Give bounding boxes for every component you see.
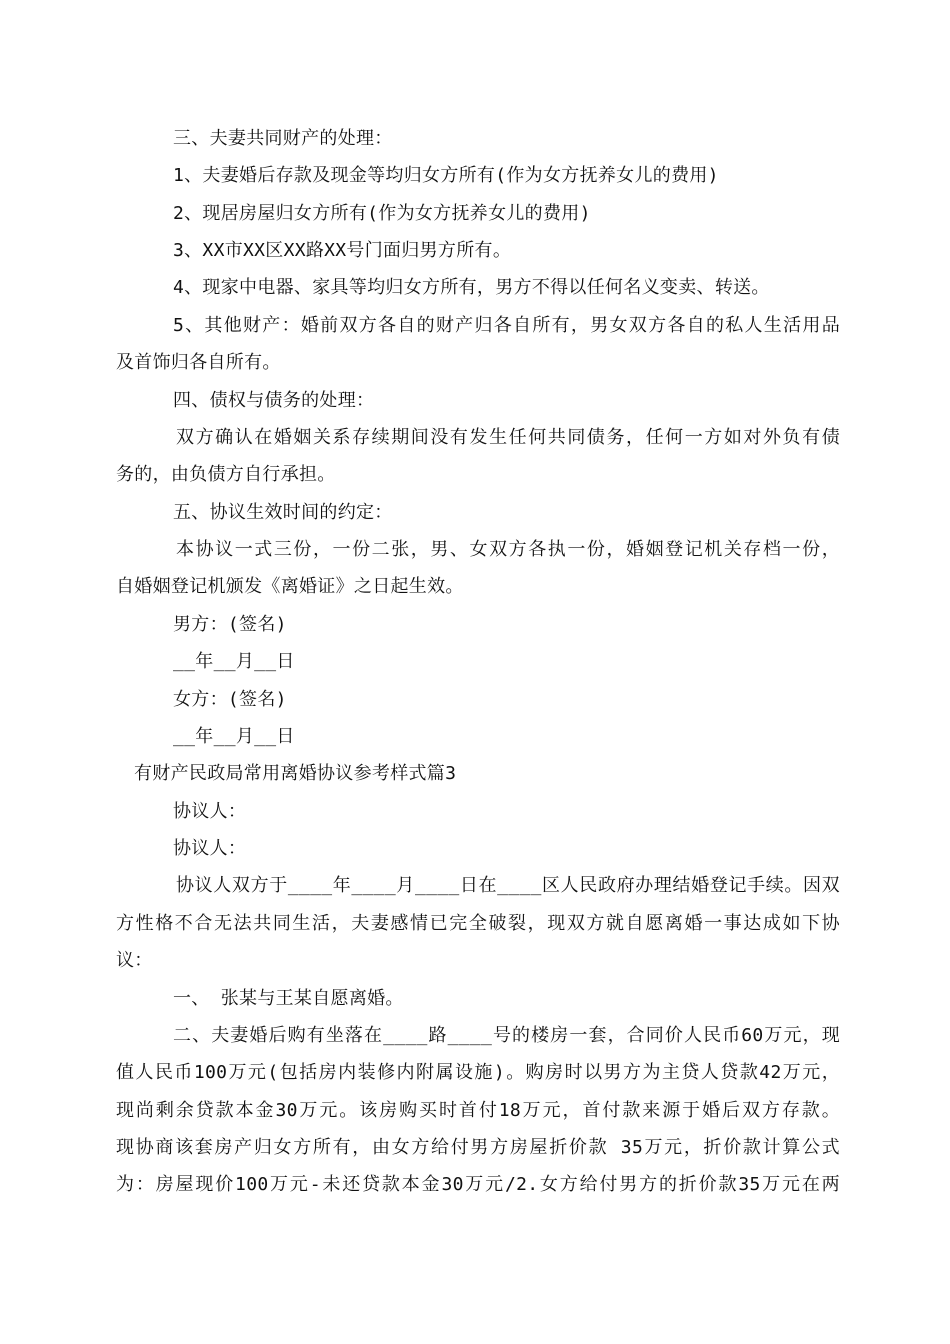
property-item-3: 3、XX市XX区XX路XX号门面归男方所有。 <box>173 240 512 261</box>
section-heading-debt: 四、债权与债务的处理： <box>173 390 375 411</box>
property-item-1: 1、夫妻婚后存款及现金等均归女方所有(作为女方抚养女儿的费用) <box>173 165 719 186</box>
divorce-clause-1: 一、 张某与王某自愿离婚。 <box>173 988 404 1009</box>
marriage-paragraph-line-2: 方性格不合无法共同生活，夫妻感情已完全破裂，现双方就自愿离婚一事达成如下协 <box>116 913 840 934</box>
female-signature-date: __年__月__日 <box>173 726 295 747</box>
male-signature-label: 男方：(签名) <box>173 614 287 635</box>
divorce-clause-2-line-1: 二、夫妻婚后购有坐落在____路____号的楼房一套，合同价人民币60万元，现 <box>173 1025 840 1046</box>
party-label-1: 协议人： <box>173 801 247 822</box>
property-item-2: 2、现居房屋归女方所有(作为女方抚养女儿的费用) <box>173 203 591 224</box>
property-item-5-line-2: 及首饰归各自所有。 <box>116 352 281 373</box>
divorce-clause-2-line-2: 值人民币100万元(包括房内装修内附属设施)。购房时以男方为主贷人贷款42万元， <box>116 1062 840 1083</box>
effective-paragraph-line-1: 本协议一式三份，一份二张，男、女双方各执一份，婚姻登记机关存档一份， <box>176 539 840 560</box>
section-heading-property: 三、夫妻共同财产的处理： <box>173 128 393 149</box>
property-item-5-line-1: 5、其他财产：婚前双方各自的财产归各自所有，男女双方各自的私人生活用品 <box>173 315 840 336</box>
marriage-paragraph-line-1: 协议人双方于____年____月____日在____区人民政府办理结婚登记手续。因双 <box>176 875 840 896</box>
divorce-clause-2-line-5: 为：房屋现价100万元-未还贷款本金30万元/2.女方给付男方的折价款35万元在两 <box>116 1174 840 1195</box>
party-label-2: 协议人： <box>173 838 247 859</box>
divorce-clause-2-line-3: 现尚剩余贷款本金30万元。该房购买时首付18万元，首付款来源于婚后双方存款。 <box>116 1100 840 1121</box>
debt-paragraph-line-2: 务的，由负债方自行承担。 <box>116 464 336 485</box>
male-signature-date: __年__月__日 <box>173 651 295 672</box>
template-3-title: 有财产民政局常用离婚协议参考样式篇3 <box>134 763 457 784</box>
property-item-4: 4、现家中电器、家具等均归女方所有，男方不得以任何名义变卖、转送。 <box>173 277 770 298</box>
debt-paragraph-line-1: 双方确认在婚姻关系存续期间没有发生任何共同债务，任何一方如对外负有债 <box>176 427 840 448</box>
effective-paragraph-line-2: 自婚姻登记机颁发《离婚证》之日起生效。 <box>116 576 464 597</box>
section-heading-effective: 五、协议生效时间的约定： <box>173 502 393 523</box>
divorce-clause-2-line-4: 现协商该套房产归女方所有，由女方给付男方房屋折价款 35万元，折价款计算公式 <box>116 1137 840 1158</box>
female-signature-label: 女方：(签名) <box>173 689 287 710</box>
marriage-paragraph-line-3: 议： <box>116 950 153 971</box>
